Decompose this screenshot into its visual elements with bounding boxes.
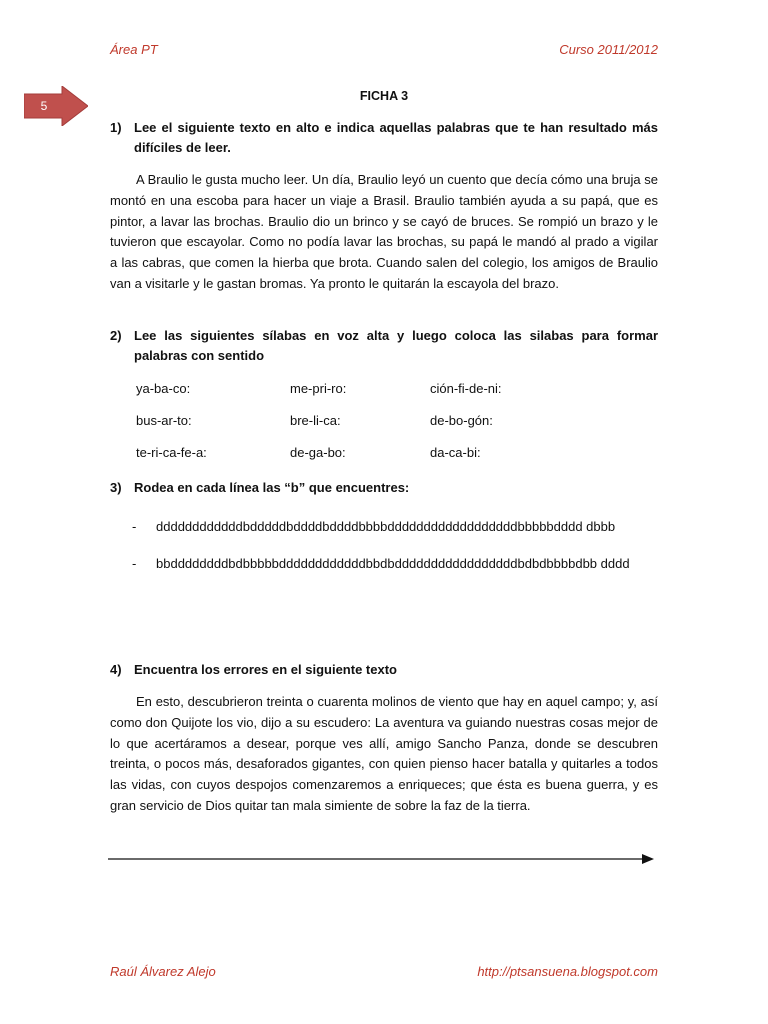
letter-line-text: ddddddddddddbdddddbddddbddddbbbbddddddddddddddddddbbbbbdddd dbbb	[156, 519, 616, 534]
question-2-text: Lee las siguientes sílabas en voz alta y luego coloca las silabas para formar palabras con sentido	[134, 328, 658, 363]
letter-line	[110, 516, 658, 537]
syllable-item: ción-fi-de-ni:	[430, 381, 502, 396]
divider-arrow-icon	[108, 852, 654, 870]
footer-author: Raúl Álvarez Alejo	[110, 964, 216, 979]
syllable-item: ya-ba-co:	[136, 381, 191, 396]
syllable-item: de-bo-gón:	[430, 413, 493, 428]
question-3	[110, 478, 658, 574]
syllable-item: da-ca-bi:	[430, 445, 481, 460]
letter-line-text: bbddddddddbdbbbbbddddddddddddbbdbdddddddddddddddddbdbdbbbbdbb dddd	[156, 556, 630, 571]
page-number: 5	[40, 99, 48, 113]
question-4-reading-text: En esto, descubrieron treinta o cuarenta molinos de viento que hay en aquel campo; y, así como don Quijote los vio, dijo a su escudero: La aventura va guiando nuestras cosas mejor de lo que acertáramos a desear, porque ves allí, amigo Sancho Panza, donde se descubren treinta, o pocos más, desaforados gigantes, con quien pienso hacer batalla y quitarles a todos las vidas, con cuyos despojos comenzaremos a enriqueces; que ésta es buena guerra, y es gran servicio de Dios quitar tan mala simiente de sobre la faz de la tierra.	[110, 694, 658, 813]
syllable-item: de-ga-bo:	[290, 445, 346, 460]
letter-line	[110, 553, 658, 574]
syllable-item: bre-li-ca:	[290, 413, 341, 428]
question-2-heading	[110, 326, 658, 366]
syllable-item: bus-ar-to:	[136, 413, 192, 428]
question-4-heading	[110, 660, 658, 680]
footer-website-link[interactable]: http://ptsansuena.blogspot.com	[477, 964, 658, 979]
header-course: Curso 2011/2012	[559, 42, 658, 57]
syllable-item: te-ri-ca-fe-a:	[136, 445, 207, 460]
question-4-text: Encuentra los errores en el siguiente texto	[134, 662, 397, 677]
question-2-number: 2)	[110, 328, 122, 343]
question-1-heading	[110, 118, 658, 158]
question-1-reading-text: A Braulio le gusta mucho leer. Un día, Braulio leyó un cuento que decía cómo una bruja se montó en una escoba para hacer un viaje a Brasil. Braulio también ayuda a su papá, que es pintor, a lavar las brochas. Braulio dio un brinco y se cayó de bruces. Se rompió un brazo y le tuvieron que escayolar. Como no podía lavar las brochas, su papá le mandó al prado a vigilar a las cabras, que comen la hierba que brota. Cuando salen del colegio, los amigos de Braulio van a visitarle y le gastan bromas. Ya pronto le quitarán la escayola del brazo.	[110, 172, 658, 291]
letter-line-dash: -	[132, 519, 137, 534]
syllable-item: me-pri-ro:	[290, 381, 347, 396]
question-1-number: 1)	[110, 120, 122, 135]
question-2	[110, 326, 658, 462]
question-1-text: Lee el siguiente texto en alto e indica aquellas palabras que te han resultado más difíciles de leer.	[134, 120, 658, 155]
question-4-number: 4)	[110, 662, 122, 677]
letter-line-dash: -	[132, 556, 137, 571]
page-title: FICHA 3	[359, 89, 409, 103]
question-3-heading	[110, 478, 658, 498]
syllable-grid	[110, 380, 658, 462]
question-1	[110, 118, 658, 295]
question-3-number: 3)	[110, 480, 122, 495]
question-4	[110, 660, 658, 817]
header-area: Área PT	[110, 42, 158, 57]
question-3-text: Rodea en cada línea las “b” que encuentres:	[134, 480, 410, 495]
